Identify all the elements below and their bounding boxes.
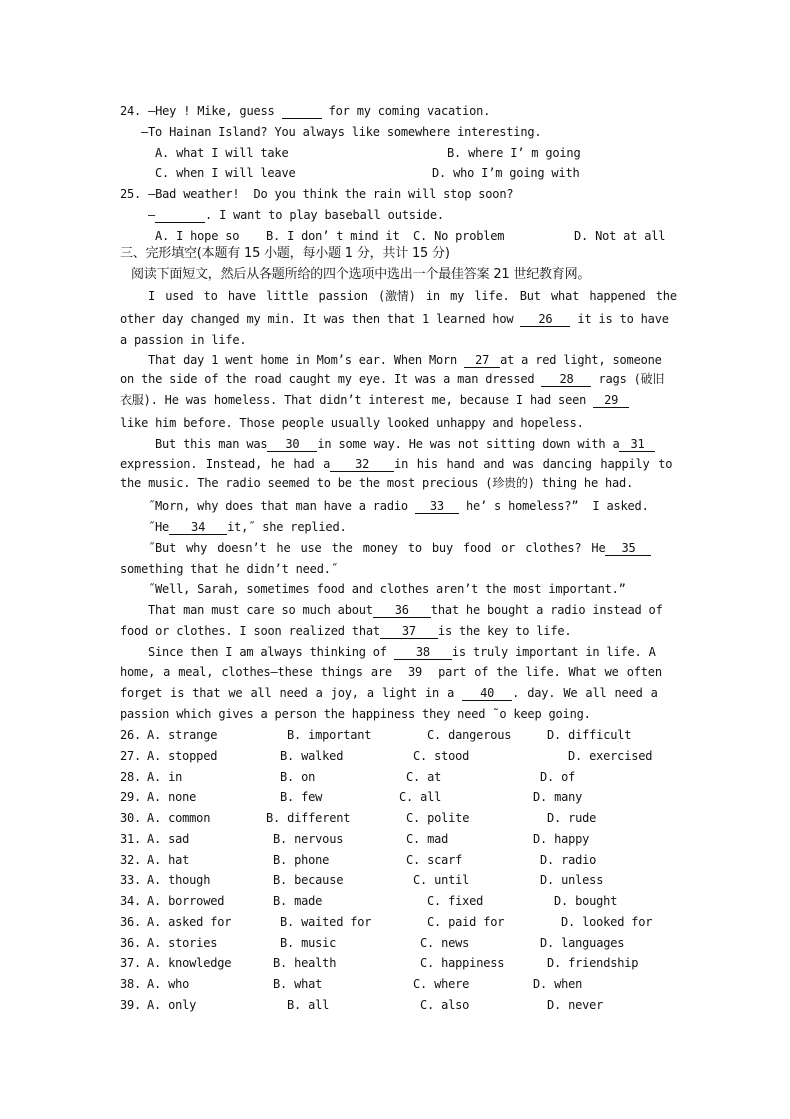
q25-option-c: C. No problem (413, 229, 505, 243)
text: it is to have (570, 312, 669, 326)
choice-option-a: A. stories (147, 936, 218, 950)
passage-p7: ˝Well, Sarah, sometimes food and clothes aren’t the most important.” (148, 582, 626, 596)
text: Since then I am always thinking of (148, 645, 394, 659)
choice-option-b: B. all (287, 998, 330, 1012)
choice-option-d: D. radio (540, 853, 597, 867)
choice-number: 37. (120, 956, 142, 970)
choice-option-c: C. happiness (420, 956, 505, 970)
choice-option-c: C. news (420, 936, 470, 950)
passage-p2-line2 (120, 371, 664, 387)
choice-option-c: C. at (406, 770, 442, 784)
choice-number: 31. (120, 832, 142, 846)
passage-p9-line3 (120, 685, 658, 701)
blank-33: 33 (415, 500, 459, 514)
choice-option-b: B. health (273, 956, 337, 970)
blank-28: 28 (541, 373, 591, 387)
choice-option-c: C. until (413, 873, 470, 887)
passage-p2-line1 (148, 352, 662, 368)
text: at a red light, someone (500, 353, 662, 367)
cn-text: 衣服 (120, 393, 144, 407)
blank-40: 40 (462, 687, 512, 701)
text: he’ s homeless?” I asked. (458, 499, 649, 513)
choice-number: 30. (120, 811, 142, 825)
choice-option-d: D. when (533, 977, 583, 991)
choice-number: 34. (120, 894, 142, 908)
cn-text: 激情 (384, 289, 409, 303)
text: on the side of the road caught my eye. It was a man dressed (120, 372, 542, 386)
cn-text: 珍贵的 (492, 476, 528, 490)
choice-option-b: B. phone (273, 853, 330, 867)
passage-p6-line2: something that he didn’t need.˝ (120, 562, 338, 576)
choice-option-a: A. borrowed (147, 894, 225, 908)
blank-38: 38 (394, 646, 452, 660)
choice-option-a: A. none (147, 790, 197, 804)
choice-option-b: B. on (280, 770, 316, 784)
text: forget is that we all need a joy, a light in a (120, 686, 463, 700)
choice-option-a: A. common (147, 811, 211, 825)
choice-option-a: A. asked for (147, 915, 232, 929)
passage-p3-line3 (120, 475, 633, 491)
section-title: 三、完形填空(本题有 15 小题，每小题 1 分，共计 15 分) (120, 246, 450, 261)
choice-option-d: D. many (533, 790, 583, 804)
choice-option-c: C. dangerous (427, 728, 512, 742)
choice-option-d: D. happy (533, 832, 590, 846)
section-instruction: 阅读下面短文，然后从各题所给的四个选项中选出一个最佳答案 21 世纪教育网。 (131, 267, 591, 282)
text: in some way. He was not sitting down with a (317, 437, 620, 451)
choice-option-d: D. difficult (547, 728, 632, 742)
text: expression. Instead, he had a (120, 457, 331, 471)
q25-option-a: A. I hope so (155, 229, 240, 243)
choice-number: 29. (120, 790, 142, 804)
text: ). He was homeless. That didn’t interest me, because I had seen (143, 393, 594, 407)
passage-p4 (148, 498, 649, 514)
blank-37: 37 (380, 625, 438, 639)
choice-option-b: B. made (273, 894, 323, 908)
choice-option-c: C. scarf (406, 853, 463, 867)
blank-30: 30 (267, 438, 317, 452)
q24-blank (282, 105, 322, 119)
text: ˝Morn, why does that man have a radio (148, 499, 415, 513)
choice-option-c: C. also (420, 998, 470, 1012)
blank-34: 34 (169, 521, 227, 535)
text: . day. We all need a (512, 686, 658, 700)
text: I used to have little passion ( (148, 289, 385, 303)
passage-p5 (148, 519, 347, 535)
choice-option-d: D. never (547, 998, 604, 1012)
choice-number: 26. (120, 728, 142, 742)
choice-option-a: A. in (147, 770, 183, 784)
q24-option-d: D. who I’m going with (432, 166, 580, 180)
text: ˝But why doesn’t he use the money to buy food or clothes? He (148, 541, 606, 555)
text: food or clothes. I soon realized that (120, 624, 380, 638)
choice-option-c: C. where (413, 977, 470, 991)
choice-number: 36. (120, 915, 142, 929)
choice-option-c: C. mad (406, 832, 449, 846)
q24-line1 (120, 103, 490, 119)
text: the music. The radio seemed to be the most precious ( (120, 476, 493, 490)
choice-option-b: B. few (280, 790, 323, 804)
q24-option-b: B. where I’ m going (447, 146, 581, 160)
choice-option-a: A. strange (147, 728, 218, 742)
choice-option-a: A. who (147, 977, 190, 991)
q25-blank (155, 209, 205, 223)
text: is the key to life. (437, 624, 572, 638)
blank-35: 35 (605, 542, 651, 556)
choice-option-b: B. what (273, 977, 323, 991)
choice-option-d: D. looked for (561, 915, 653, 929)
blank-32: 32 (330, 458, 394, 472)
q25-option-d: D. Not at all (574, 229, 666, 243)
choice-option-b: B. nervous (273, 832, 344, 846)
blank-26: 26 (520, 313, 570, 327)
text: rags ( (591, 372, 641, 386)
choice-option-d: D. of (540, 770, 576, 784)
choice-number: 28. (120, 770, 142, 784)
passage-p1-line2 (120, 311, 669, 327)
choice-option-c: C. fixed (427, 894, 484, 908)
choice-number: 33. (120, 873, 142, 887)
choice-option-d: D. rude (547, 811, 597, 825)
choice-option-a: A. knowledge (147, 956, 232, 970)
blank-31: 31 (619, 438, 655, 452)
q25-line2 (148, 207, 444, 223)
q25-option-b: B. I don’ t mind it (266, 229, 400, 243)
choice-number: 32. (120, 853, 142, 867)
passage-p9-line1 (148, 644, 656, 660)
blank-29: 29 (593, 394, 629, 408)
q25-line2-text: . I want to play baseball outside. (205, 208, 444, 222)
q25-line1: 25. —Bad weather! Do you think the rain will stop soon? (120, 187, 514, 201)
choice-option-c: C. polite (406, 811, 470, 825)
choice-option-c: C. all (399, 790, 442, 804)
choice-number: 36. (120, 936, 142, 950)
cn-text: 破旧 (640, 372, 665, 386)
choice-option-b: B. important (287, 728, 372, 742)
choice-number: 39. (120, 998, 142, 1012)
choice-number: 27. (120, 749, 142, 763)
choice-option-d: D. friendship (547, 956, 639, 970)
choice-option-b: B. because (273, 873, 344, 887)
choice-option-c: C. stood (413, 749, 470, 763)
text: But this man was (155, 437, 268, 451)
text: That day 1 went home in Mom’s ear. When Morn (148, 353, 465, 367)
blank-36: 36 (373, 604, 431, 618)
choice-option-d: D. languages (540, 936, 625, 950)
q24-line2: —To Hainan Island? You always like somewhere interesting. (141, 125, 542, 139)
choice-option-a: A. sad (147, 832, 190, 846)
text: that he bought a radio instead of (430, 603, 663, 617)
passage-p2-line4: like him before. Those people usually looked unhappy and hopeless. (120, 416, 584, 430)
choice-option-b: B. music (280, 936, 337, 950)
text: is truly important in life. A (451, 645, 656, 659)
choice-option-b: B. walked (280, 749, 344, 763)
text: other day changed my min. It was then that 1 learned how (120, 312, 521, 326)
passage-p9-line2: home, a meal, clothes—these things are 39 part of the life. What we often (120, 665, 662, 679)
q24-stem: 24. —Hey ! Mike, guess (120, 104, 282, 118)
q24-option-c: C. when I will leave (155, 166, 296, 180)
passage-p9-line4: passion which gives a person the happiness they need ˜o keep going. (120, 707, 591, 721)
text: in his hand and was dancing happily to (394, 457, 673, 471)
passage-p6-line1 (148, 540, 651, 556)
text: it,˝ she replied. (227, 520, 347, 534)
q25-dash: — (148, 208, 156, 222)
passage-p8-line2 (120, 623, 571, 639)
choice-option-a: A. though (147, 873, 211, 887)
choice-option-a: A. only (147, 998, 197, 1012)
choice-option-d: D. exercised (568, 749, 653, 763)
choice-number: 38. (120, 977, 142, 991)
choice-option-c: C. paid for (427, 915, 505, 929)
choice-option-d: D. bought (554, 894, 618, 908)
choice-option-a: A. hat (147, 853, 190, 867)
passage-p1-line1 (148, 288, 677, 304)
passage-p2-line3 (120, 392, 629, 408)
passage-p3-line2 (120, 456, 672, 472)
passage-p8-line1 (148, 602, 663, 618)
choice-option-b: B. different (266, 811, 351, 825)
choice-option-a: A. stopped (147, 749, 218, 763)
q24-stem-end: for my coming vacation. (321, 104, 491, 118)
passage-p3-line1 (155, 436, 655, 452)
text: That man must care so much about (148, 603, 373, 617)
blank-27: 27 (464, 354, 500, 368)
text: ) thing he had. (527, 476, 634, 490)
text: ˝He (148, 520, 170, 534)
choice-option-b: B. waited for (280, 915, 372, 929)
text: ) in my life. But what happened the (408, 289, 677, 303)
choice-option-d: D. unless (540, 873, 604, 887)
passage-p1-line3: a passion in life. (120, 333, 247, 347)
q24-option-a: A. what I will take (155, 146, 289, 160)
